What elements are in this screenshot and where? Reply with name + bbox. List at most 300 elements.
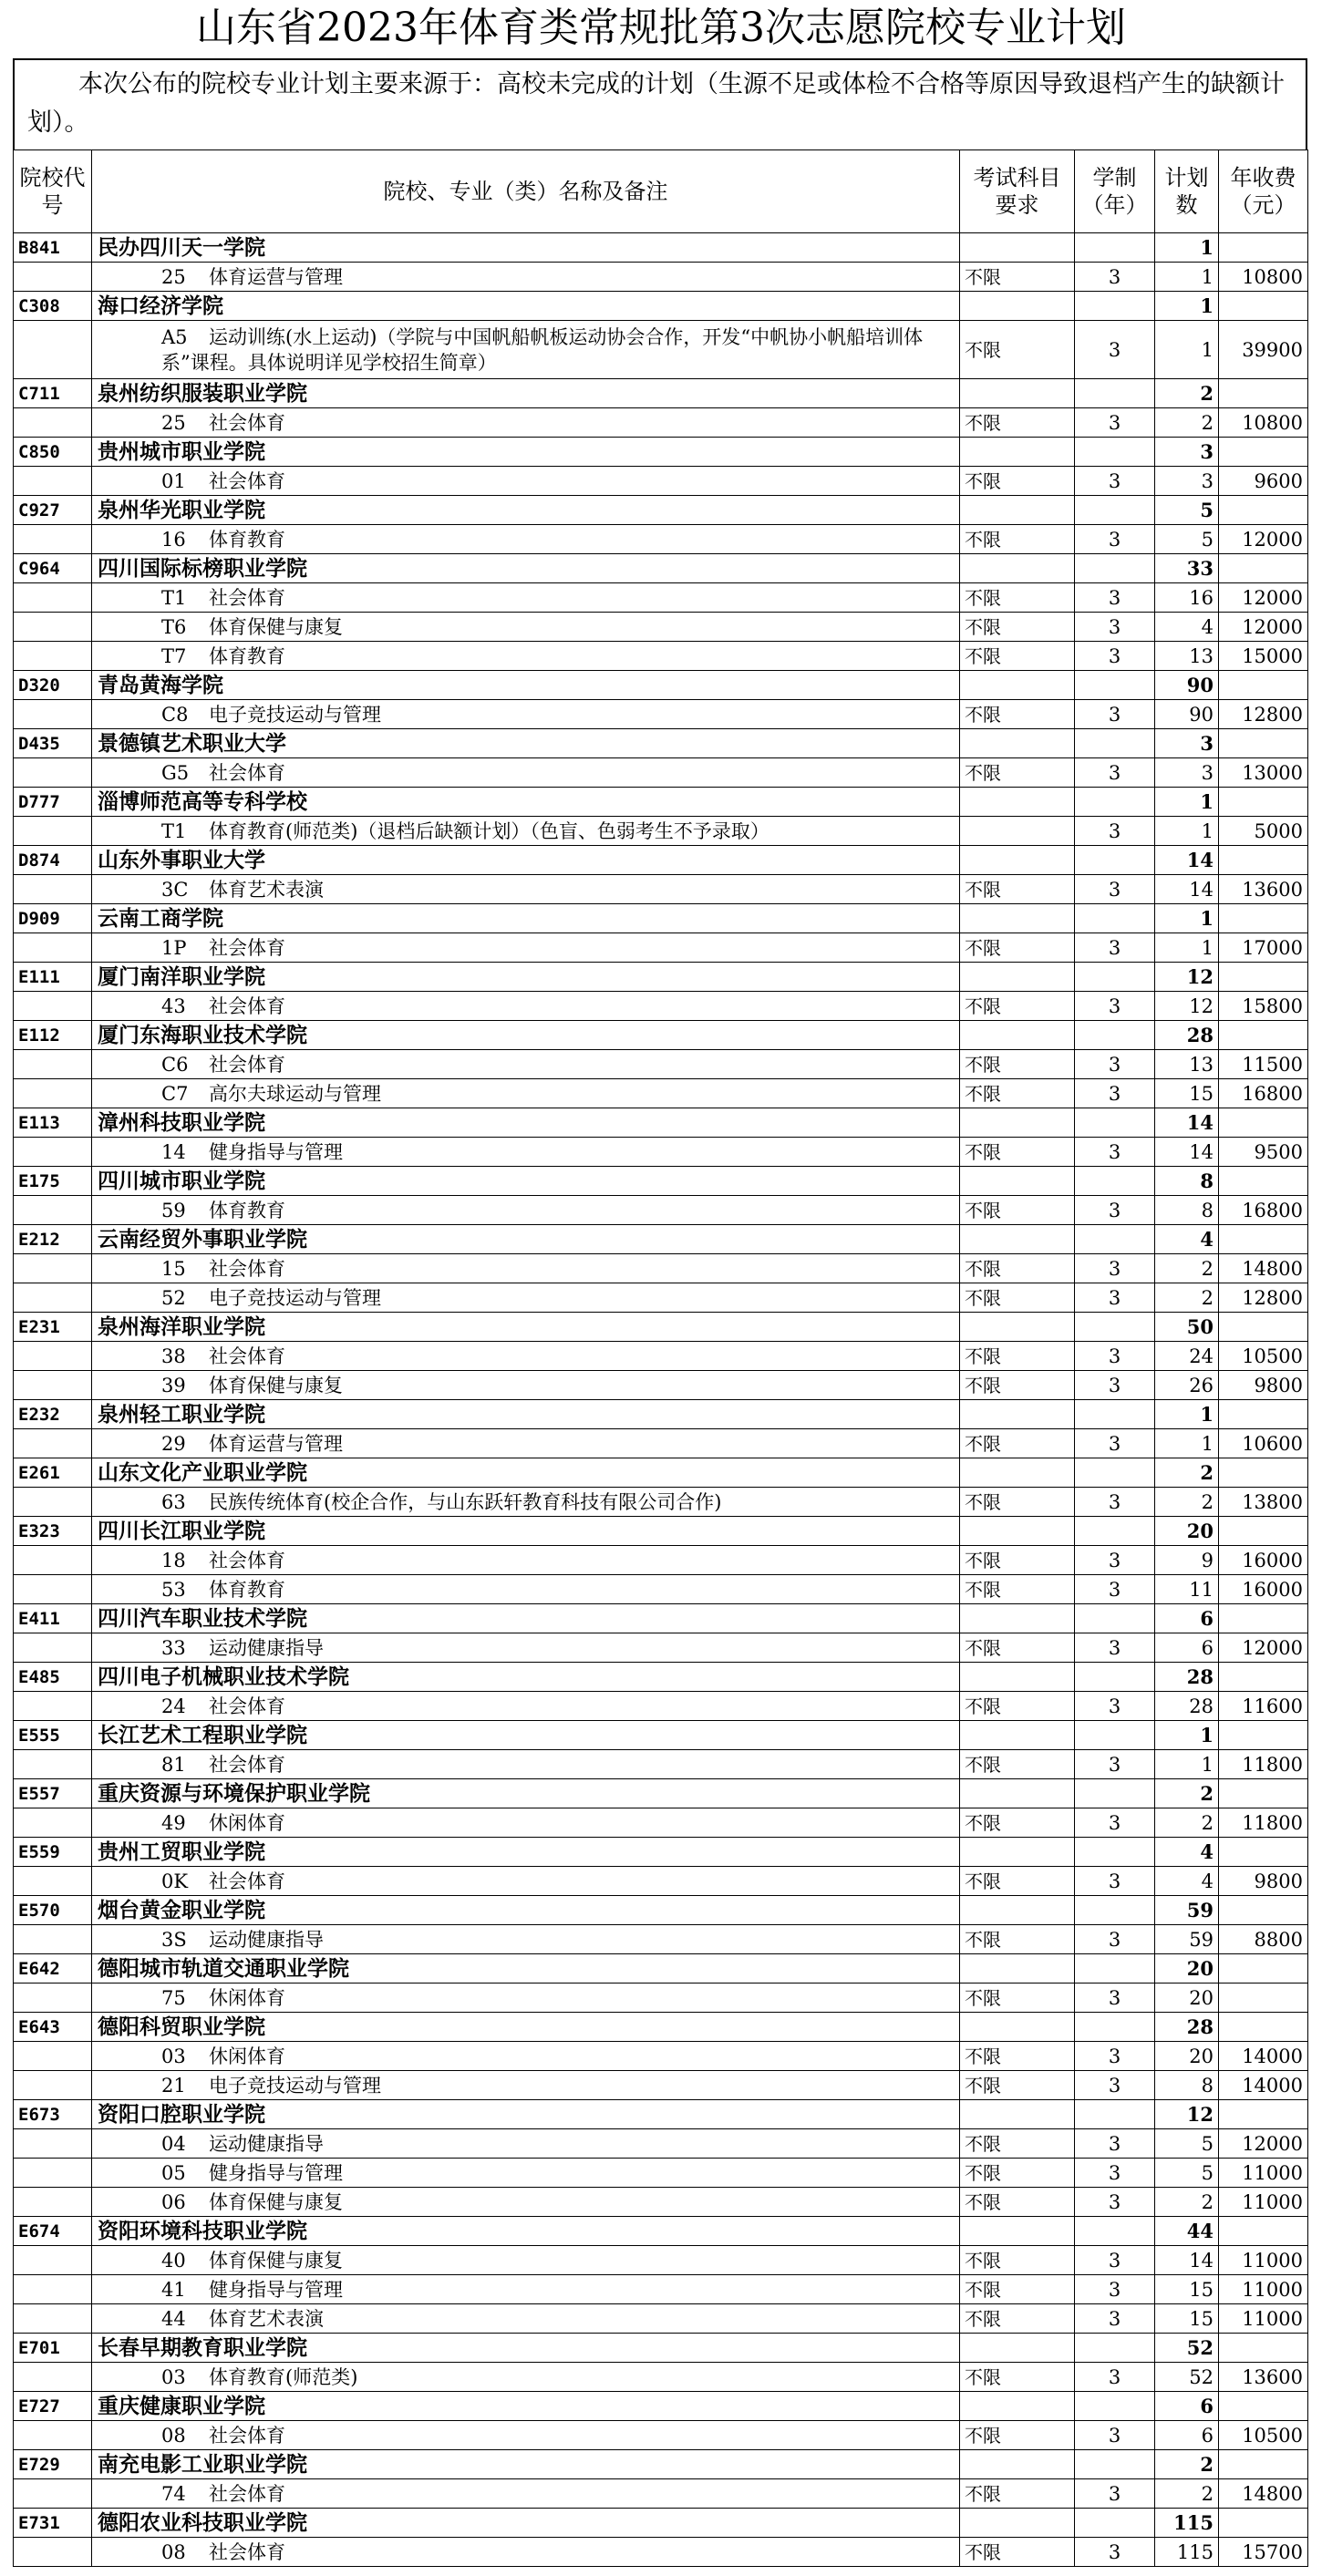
major-name: 社会体育 [209, 1257, 285, 1280]
years-cell [1075, 963, 1155, 992]
school-name: 德阳城市轨道交通职业学院 [92, 1954, 960, 1984]
major-code: 39 [161, 1374, 186, 1396]
major-name: 体育保健与康复 [209, 2249, 343, 2272]
years-cell [1075, 1721, 1155, 1750]
major-code: T7 [161, 644, 187, 667]
major-subject: 不限 [960, 700, 1075, 729]
school-code: C850 [14, 438, 92, 467]
school-row [14, 846, 1308, 875]
major-fee: 10800 [1219, 408, 1308, 438]
subject-cell [960, 438, 1075, 467]
subject-cell [960, 1838, 1075, 1867]
major-subject: 不限 [960, 1984, 1075, 2013]
major-plan: 14 [1155, 2246, 1219, 2275]
major-fee: 11800 [1219, 1750, 1308, 1779]
major-plan: 3 [1155, 467, 1219, 496]
school-name: 泉州纺织服装职业学院 [92, 379, 960, 408]
major-plan: 2 [1155, 1488, 1219, 1517]
major-fee: 10600 [1219, 1429, 1308, 1458]
header-fee: 年收费（元） [1219, 150, 1308, 233]
major-subject: 不限 [960, 2042, 1075, 2071]
school-code: E642 [14, 1954, 92, 1984]
plan-table [13, 149, 1308, 2567]
page-title: 山东省2023年体育类常规批第3次志愿院校专业计划 [196, 5, 1126, 51]
code-cell [14, 933, 92, 963]
major-years: 3 [1075, 642, 1155, 671]
school-code: E727 [14, 2392, 92, 2421]
school-code: B841 [14, 233, 92, 263]
school-row [14, 2217, 1308, 2246]
major-name-cell [92, 1429, 960, 1458]
major-code: 59 [161, 1199, 186, 1221]
years-cell [1075, 1838, 1155, 1867]
years-cell [1075, 1779, 1155, 1808]
code-cell [14, 1196, 92, 1225]
major-subject: 不限 [960, 525, 1075, 554]
major-fee: 9600 [1219, 467, 1308, 496]
major-plan: 14 [1155, 1138, 1219, 1167]
school-plan-total: 6 [1155, 1604, 1219, 1633]
school-name: 重庆资源与环境保护职业学院 [92, 1779, 960, 1808]
school-plan-total: 1 [1155, 788, 1219, 817]
subject-cell [960, 233, 1075, 263]
major-name: 社会体育 [209, 1695, 285, 1717]
code-cell [14, 2071, 92, 2100]
major-name-cell [92, 1488, 960, 1517]
school-code: E231 [14, 1313, 92, 1342]
major-row [14, 613, 1308, 642]
school-name: 贵州城市职业学院 [92, 438, 960, 467]
major-plan: 8 [1155, 2071, 1219, 2100]
code-cell [14, 700, 92, 729]
code-cell [14, 1371, 92, 1400]
major-plan: 13 [1155, 642, 1219, 671]
major-name: 体育保健与康复 [209, 2190, 343, 2213]
major-name-cell [92, 2159, 960, 2188]
code-cell [14, 2129, 92, 2159]
major-subject: 不限 [960, 467, 1075, 496]
fee-cell [1219, 963, 1308, 992]
major-name: 社会体育 [209, 1870, 285, 1892]
major-fee: 15800 [1219, 992, 1308, 1021]
years-cell [1075, 1517, 1155, 1546]
code-cell [14, 1867, 92, 1896]
major-code: 14 [161, 1140, 186, 1163]
school-name: 四川汽车职业技术学院 [92, 1604, 960, 1633]
major-name: 健身指导与管理 [209, 2278, 343, 2301]
major-name-cell [92, 2071, 960, 2100]
major-subject [960, 817, 1075, 846]
school-row [14, 1225, 1308, 1254]
fee-cell [1219, 496, 1308, 525]
code-cell [14, 758, 92, 788]
major-row [14, 700, 1308, 729]
school-row [14, 2334, 1308, 2363]
major-fee: 13600 [1219, 2363, 1308, 2392]
school-row [14, 963, 1308, 992]
school-row [14, 1021, 1308, 1050]
major-name: 社会体育 [209, 2424, 285, 2447]
school-row [14, 1663, 1308, 1692]
major-years: 3 [1075, 1692, 1155, 1721]
major-plan: 52 [1155, 2363, 1219, 2392]
years-cell [1075, 1896, 1155, 1925]
major-name-cell [92, 1283, 960, 1313]
major-code: 41 [161, 2278, 186, 2301]
school-plan-total: 115 [1155, 2509, 1219, 2538]
school-row [14, 233, 1308, 263]
school-code: D435 [14, 729, 92, 758]
major-name: 社会体育 [209, 1753, 285, 1776]
major-name-cell [92, 1546, 960, 1575]
school-name: 长江艺术工程职业学院 [92, 1721, 960, 1750]
major-plan: 12 [1155, 992, 1219, 1021]
major-years: 3 [1075, 2304, 1155, 2334]
fee-cell [1219, 1663, 1308, 1692]
subject-cell [960, 554, 1075, 583]
major-plan: 9 [1155, 1546, 1219, 1575]
major-name-cell [92, 1808, 960, 1838]
major-row [14, 642, 1308, 671]
school-row [14, 554, 1308, 583]
fee-cell [1219, 846, 1308, 875]
school-name: 资阳环境科技职业学院 [92, 2217, 960, 2246]
major-plan: 15 [1155, 2275, 1219, 2304]
subject-cell [960, 1021, 1075, 1050]
major-subject: 不限 [960, 321, 1075, 379]
school-code: E570 [14, 1896, 92, 1925]
school-row [14, 1954, 1308, 1984]
major-subject: 不限 [960, 2479, 1075, 2509]
fee-cell [1219, 1721, 1308, 1750]
major-subject: 不限 [960, 1546, 1075, 1575]
major-plan: 20 [1155, 1984, 1219, 2013]
fee-cell [1219, 233, 1308, 263]
major-row [14, 321, 1308, 379]
school-plan-total: 20 [1155, 1517, 1219, 1546]
major-fee: 11000 [1219, 2304, 1308, 2334]
major-years: 3 [1075, 2421, 1155, 2450]
major-name: 运动训练(水上运动)（学院与中国帆船帆板运动协会合作，开发“中帆协小帆船培训体系”课程。具体说明详见学校招生简章） [161, 325, 924, 374]
subject-cell [960, 496, 1075, 525]
major-fee: 9800 [1219, 1371, 1308, 1400]
major-code: T1 [161, 819, 187, 842]
major-fee [1219, 1984, 1308, 2013]
major-name: 体育教育 [209, 1578, 285, 1601]
major-plan: 1 [1155, 1750, 1219, 1779]
code-cell [14, 2538, 92, 2567]
fee-cell [1219, 2509, 1308, 2538]
major-fee: 11000 [1219, 2275, 1308, 2304]
code-cell [14, 408, 92, 438]
subject-cell [960, 1400, 1075, 1429]
code-cell [14, 875, 92, 904]
school-plan-total: 28 [1155, 2013, 1219, 2042]
major-code: 03 [161, 2365, 186, 2388]
subject-cell [960, 2334, 1075, 2363]
major-years: 3 [1075, 700, 1155, 729]
major-subject: 不限 [960, 2275, 1075, 2304]
school-name: 南充电影工业职业学院 [92, 2450, 960, 2479]
major-row [14, 2188, 1308, 2217]
major-name: 运动健康指导 [209, 2132, 324, 2155]
major-row [14, 933, 1308, 963]
school-code: C964 [14, 554, 92, 583]
subject-cell [960, 1604, 1075, 1633]
major-plan: 26 [1155, 1371, 1219, 1400]
major-subject: 不限 [960, 758, 1075, 788]
fee-cell [1219, 292, 1308, 321]
subject-cell [960, 1108, 1075, 1138]
school-row [14, 1167, 1308, 1196]
school-row [14, 292, 1308, 321]
code-cell [14, 2479, 92, 2509]
major-code: 25 [161, 265, 186, 288]
major-years: 3 [1075, 1283, 1155, 1313]
major-row [14, 1371, 1308, 1400]
major-code: 74 [161, 2482, 186, 2505]
major-subject: 不限 [960, 2159, 1075, 2188]
major-name: 社会体育 [209, 2540, 285, 2563]
major-plan: 1 [1155, 1429, 1219, 1458]
major-code: 81 [161, 1753, 186, 1776]
major-name: 健身指导与管理 [209, 1140, 343, 1163]
major-subject: 不限 [960, 1429, 1075, 1458]
major-name: 社会体育 [209, 936, 285, 959]
major-code: 1P [161, 936, 187, 959]
years-cell [1075, 2217, 1155, 2246]
school-row [14, 2100, 1308, 2129]
major-plan: 8 [1155, 1196, 1219, 1225]
school-row [14, 2013, 1308, 2042]
fee-cell [1219, 2217, 1308, 2246]
major-plan: 14 [1155, 875, 1219, 904]
major-plan: 2 [1155, 2188, 1219, 2217]
major-plan: 1 [1155, 817, 1219, 846]
major-years: 3 [1075, 1546, 1155, 1575]
major-name-cell [92, 583, 960, 613]
school-code: E323 [14, 1517, 92, 1546]
major-subject: 不限 [960, 1633, 1075, 1663]
school-code: C927 [14, 496, 92, 525]
code-cell [14, 1254, 92, 1283]
major-name-cell [92, 1371, 960, 1400]
school-name: 德阳科贸职业学院 [92, 2013, 960, 2042]
major-row [14, 2538, 1308, 2567]
fee-cell [1219, 1604, 1308, 1633]
school-code: E232 [14, 1400, 92, 1429]
major-name-cell [92, 700, 960, 729]
major-years: 3 [1075, 1633, 1155, 1663]
school-code: E701 [14, 2334, 92, 2363]
major-years: 3 [1075, 613, 1155, 642]
years-cell [1075, 729, 1155, 758]
major-years: 3 [1075, 2042, 1155, 2071]
major-row [14, 583, 1308, 613]
major-subject: 不限 [960, 1925, 1075, 1954]
school-plan-total: 52 [1155, 2334, 1219, 2363]
code-cell [14, 1050, 92, 1079]
major-fee: 5000 [1219, 817, 1308, 846]
major-code: 25 [161, 411, 186, 434]
school-code: E729 [14, 2450, 92, 2479]
code-cell [14, 817, 92, 846]
code-cell [14, 1633, 92, 1663]
code-cell [14, 1079, 92, 1108]
school-code: E261 [14, 1458, 92, 1488]
school-name: 长春早期教育职业学院 [92, 2334, 960, 2363]
school-name: 海口经济学院 [92, 292, 960, 321]
major-fee: 15700 [1219, 2538, 1308, 2567]
school-name: 德阳农业科技职业学院 [92, 2509, 960, 2538]
school-row [14, 379, 1308, 408]
major-years: 3 [1075, 1488, 1155, 1517]
school-code: C308 [14, 292, 92, 321]
major-row [14, 1196, 1308, 1225]
major-subject: 不限 [960, 1867, 1075, 1896]
major-fee: 8800 [1219, 1925, 1308, 1954]
major-code: 04 [161, 2132, 186, 2155]
major-row [14, 1429, 1308, 1458]
major-name: 体育保健与康复 [209, 1374, 343, 1396]
major-fee: 16000 [1219, 1546, 1308, 1575]
major-row [14, 992, 1308, 1021]
major-code: 40 [161, 2249, 186, 2272]
major-name: 体育教育(师范类)（退档后缺额计划）（色盲、色弱考生不予录取） [209, 819, 769, 842]
major-code: 33 [161, 1636, 186, 1659]
years-cell [1075, 846, 1155, 875]
major-code: 43 [161, 994, 186, 1017]
major-name-cell [92, 1867, 960, 1896]
years-cell [1075, 438, 1155, 467]
school-row [14, 1458, 1308, 1488]
school-plan-total: 5 [1155, 496, 1219, 525]
major-name-cell [92, 525, 960, 554]
fee-cell [1219, 2334, 1308, 2363]
major-plan: 1 [1155, 263, 1219, 292]
major-fee: 16800 [1219, 1079, 1308, 1108]
fee-cell [1219, 1517, 1308, 1546]
major-years: 3 [1075, 2538, 1155, 2567]
school-code: E175 [14, 1167, 92, 1196]
major-row [14, 467, 1308, 496]
school-code: D320 [14, 671, 92, 700]
major-row [14, 408, 1308, 438]
subject-cell [960, 1458, 1075, 1488]
school-row [14, 1604, 1308, 1633]
major-plan: 15 [1155, 2304, 1219, 2334]
major-subject: 不限 [960, 875, 1075, 904]
years-cell [1075, 1167, 1155, 1196]
major-code: 01 [161, 469, 186, 492]
major-subject: 不限 [960, 1575, 1075, 1604]
major-name: 社会体育 [209, 469, 285, 492]
major-years: 3 [1075, 2129, 1155, 2159]
major-name-cell [92, 1050, 960, 1079]
school-code: E674 [14, 2217, 92, 2246]
school-row [14, 2509, 1308, 2538]
major-years: 3 [1075, 321, 1155, 379]
years-cell [1075, 2100, 1155, 2129]
major-plan: 1 [1155, 321, 1219, 379]
major-plan: 1 [1155, 933, 1219, 963]
code-cell [14, 2042, 92, 2071]
major-name-cell [92, 1079, 960, 1108]
fee-cell [1219, 1167, 1308, 1196]
school-plan-total: 59 [1155, 1896, 1219, 1925]
major-code: 24 [161, 1695, 186, 1717]
major-fee: 10800 [1219, 263, 1308, 292]
major-row [14, 1750, 1308, 1779]
major-subject: 不限 [960, 1342, 1075, 1371]
years-cell [1075, 2509, 1155, 2538]
major-fee: 15000 [1219, 642, 1308, 671]
major-name: 社会体育 [209, 761, 285, 784]
years-cell [1075, 2334, 1155, 2363]
major-row [14, 1254, 1308, 1283]
major-code: 75 [161, 1986, 186, 2009]
code-cell [14, 2363, 92, 2392]
school-plan-total: 1 [1155, 904, 1219, 933]
code-cell [14, 1925, 92, 1954]
major-name: 社会体育 [209, 411, 285, 434]
major-row [14, 2071, 1308, 2100]
major-fee: 11800 [1219, 1808, 1308, 1838]
major-fee: 12000 [1219, 583, 1308, 613]
school-name: 四川城市职业学院 [92, 1167, 960, 1196]
major-subject: 不限 [960, 1138, 1075, 1167]
school-plan-total: 2 [1155, 1458, 1219, 1488]
major-code: A5 [161, 325, 188, 348]
major-subject: 不限 [960, 1808, 1075, 1838]
major-years: 3 [1075, 2188, 1155, 2217]
major-plan: 16 [1155, 583, 1219, 613]
major-name-cell [92, 1925, 960, 1954]
school-plan-total: 2 [1155, 2450, 1219, 2479]
major-years: 3 [1075, 2246, 1155, 2275]
fee-cell [1219, 1313, 1308, 1342]
header-name: 院校、专业（类）名称及备注 [92, 150, 960, 233]
major-subject: 不限 [960, 1750, 1075, 1779]
table-body [14, 233, 1308, 2567]
school-code: E111 [14, 963, 92, 992]
major-years: 3 [1075, 992, 1155, 1021]
major-fee: 9500 [1219, 1138, 1308, 1167]
major-plan: 2 [1155, 2479, 1219, 2509]
school-plan-total: 1 [1155, 292, 1219, 321]
major-years: 3 [1075, 933, 1155, 963]
code-cell [14, 2159, 92, 2188]
school-plan-total: 6 [1155, 2392, 1219, 2421]
years-cell [1075, 1021, 1155, 1050]
major-fee: 12000 [1219, 525, 1308, 554]
school-code: E731 [14, 2509, 92, 2538]
major-name: 社会体育 [209, 994, 285, 1017]
major-years: 3 [1075, 1925, 1155, 1954]
major-plan: 6 [1155, 2421, 1219, 2450]
subject-cell [960, 1896, 1075, 1925]
major-years: 3 [1075, 758, 1155, 788]
major-years: 3 [1075, 583, 1155, 613]
major-fee: 11000 [1219, 2188, 1308, 2217]
major-name-cell [92, 1750, 960, 1779]
school-name: 厦门南洋职业学院 [92, 963, 960, 992]
school-code: E112 [14, 1021, 92, 1050]
major-fee: 12000 [1219, 2129, 1308, 2159]
major-years: 3 [1075, 2071, 1155, 2100]
school-row [14, 1896, 1308, 1925]
major-years: 3 [1075, 1079, 1155, 1108]
